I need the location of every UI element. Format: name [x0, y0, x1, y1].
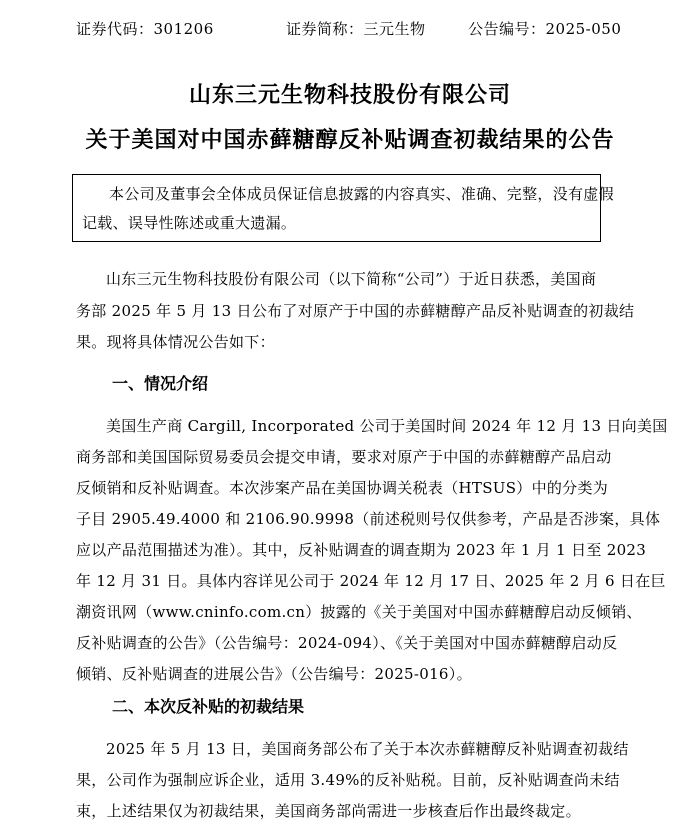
header-announcement-number: 公告编号：2025-050 — [468, 20, 622, 38]
intro-line-3: 果。现将具体情况公告如下： — [76, 333, 275, 351]
disclaimer-line-1: 本公司及董事会全体成员保证信息披露的内容真实、准确、完整，没有虚假 — [109, 185, 614, 203]
header-stock-code: 证券代码：301206 — [76, 20, 214, 38]
section-2-line-1: 2025 年 5 月 13 日，美国商务部公布了关于本次赤藓糖醇反补贴调查初裁结 — [106, 740, 629, 758]
section-1-line-4: 子目 2905.49.4000 和 2106.90.9998（前述税则号仅供参考，产品是否涉案，具体 — [76, 510, 661, 528]
company-title: 山东三元生物科技股份有限公司 — [188, 83, 511, 108]
header-stock-short-name: 证券简称：三元生物 — [286, 20, 426, 38]
disclaimer-line-2: 记载、误导性陈述或重大遗漏。 — [82, 214, 297, 232]
section-2-line-2: 果，公司作为强制应诉企业，适用 3.49%的反补贴税。目前，反补贴调查尚未结 — [76, 771, 620, 789]
section-1-line-1: 美国生产商 Cargill, Incorporated 公司于美国时间 2024 年 12 月 13 日向美国 — [106, 417, 668, 435]
section-1-line-3: 反倾销和反补贴调查。本次涉案产品在美国协调关税表（HTSUS）中的分类为 — [76, 479, 609, 497]
section-1-line-6: 年 12 月 31 日。具体内容详见公司于 2024 年 12 月 17 日、2025 年 2 月 6 日在巨 — [76, 572, 666, 590]
section-1-heading: 一、情况介绍 — [112, 374, 209, 393]
section-1-line-2: 商务部和美国国际贸易委员会提交申请，要求对原产于中国的赤藓糖醇产品启动 — [76, 448, 612, 466]
announcement-title: 关于美国对中国赤藓糖醇反补贴调查初裁结果的公告 — [85, 128, 615, 153]
disclaimer-box — [72, 174, 614, 242]
section-1-line-7: 潮资讯网（www.cninfo.com.cn）披露的《关于美国对中国赤藓糖醇启动反倾销、 — [76, 603, 642, 621]
section-2-heading: 二、本次反补贴的初裁结果 — [112, 697, 305, 716]
section-1-line-9: 倾销、反补贴调查的进展公告》（公告编号：2025-016）。 — [76, 665, 472, 683]
section-1-line-5: 应以产品范围描述为准）。其中，反补贴调查的调查期为 2023 年 1 月 1 日至 2023 — [76, 541, 647, 559]
intro-line-2: 务部 2025 年 5 月 13 日公布了对原产于中国的赤藓糖醇产品反补贴调查的初裁结 — [76, 302, 635, 320]
section-2-line-3: 束，上述结果仅为初裁结果，美国商务部尚需进一步核查后作出最终裁定。 — [76, 802, 581, 820]
intro-line-1: 山东三元生物科技股份有限公司（以下简称“公司”）于近日获悉，美国商 — [106, 270, 597, 288]
section-1-line-8: 反补贴调查的公告》（公告编号：2024-094）、《关于美国对中国赤藓糖醇启动反 — [76, 634, 618, 652]
